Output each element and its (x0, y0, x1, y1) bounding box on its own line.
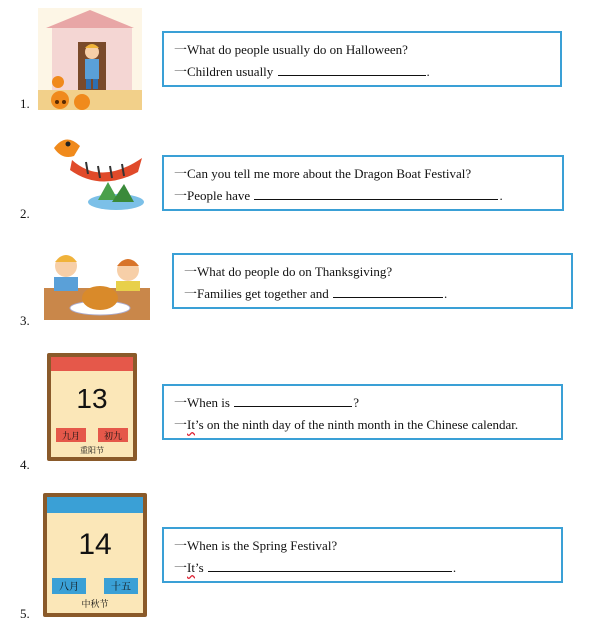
answer-blank[interactable] (208, 557, 452, 572)
answer-suffix: . (499, 188, 503, 203)
qa-box-5 (162, 527, 563, 583)
item-number: 3. (20, 313, 30, 328)
answer-dash: 一 (174, 560, 188, 575)
answer-rest: ’s (194, 560, 204, 575)
question-prefix: 一When is (174, 395, 230, 410)
qa-box-3 (172, 253, 573, 309)
boat-hull (70, 158, 142, 182)
zongzi-icon (112, 184, 134, 202)
question-line: 一What do people usually do on Halloween? (174, 42, 408, 57)
answer-blank[interactable] (333, 283, 443, 298)
thanksgiving-image (44, 248, 150, 320)
pumpkin-icon (74, 94, 90, 110)
question-blank[interactable] (234, 392, 352, 407)
item-number: 4. (20, 457, 30, 472)
answer-prefix: 一Families get together and (184, 286, 329, 301)
dragon-boat-image (46, 126, 146, 212)
calendar-double-ninth-icon (46, 352, 138, 462)
calendar-header (47, 497, 143, 513)
calendar-lunar-day-label: 十五 (111, 582, 131, 593)
answer-suffix: . (444, 286, 448, 301)
answer-line (174, 185, 552, 207)
calendar-header (51, 357, 133, 371)
qa-box-1 (162, 31, 562, 87)
zongzi-icon (98, 182, 118, 200)
answer-line (174, 61, 550, 83)
answer-blank[interactable] (254, 185, 498, 200)
pumpkin-icon (51, 91, 69, 109)
question-suffix: ? (353, 395, 359, 410)
answer-rest: ’s on the ninth day of the ninth month in the Chinese calendar. (194, 417, 519, 432)
calendar-day: 13 (76, 383, 108, 414)
answer-mark: It (187, 560, 195, 575)
question-line: 一Can you tell me more about the Dragon Boat Festival? (174, 166, 472, 181)
answer-prefix: 一Children usually (174, 64, 274, 79)
qa-box-2 (162, 155, 564, 211)
answer-dash: 一 (174, 417, 188, 432)
answer-suffix: . (426, 64, 430, 79)
answer-mark: It (187, 417, 195, 432)
answer-blank[interactable] (278, 61, 426, 76)
calendar-day: 14 (78, 528, 112, 561)
qa-box-4 (162, 384, 563, 440)
calendar-month-label: 八月 (59, 582, 79, 593)
calendar-month-label: 九月 (61, 432, 81, 442)
question-line: 一What do people do on Thanksgiving? (184, 264, 393, 279)
pumpkin-icon (52, 76, 64, 88)
answer-line (174, 557, 551, 579)
calendar-festival-label: 重阳节 (80, 446, 104, 455)
item-number: 5. (20, 606, 30, 621)
answer-prefix: 一People have (174, 188, 251, 203)
calendar-lunar-day-label: 初九 (103, 432, 123, 442)
item-number: 1. (20, 96, 30, 111)
question-line: 一When is the Spring Festival? (174, 538, 338, 553)
turkey-icon (82, 286, 118, 310)
answer-line (184, 283, 561, 305)
halloween-image (38, 8, 142, 110)
calendar-festival-label: 中秋节 (81, 600, 109, 610)
answer-line (174, 414, 551, 436)
question-line (174, 392, 551, 414)
answer-suffix: . (452, 560, 457, 575)
calendar-mid-autumn-icon (42, 492, 148, 618)
item-number: 2. (20, 206, 30, 221)
child-body (85, 59, 99, 79)
